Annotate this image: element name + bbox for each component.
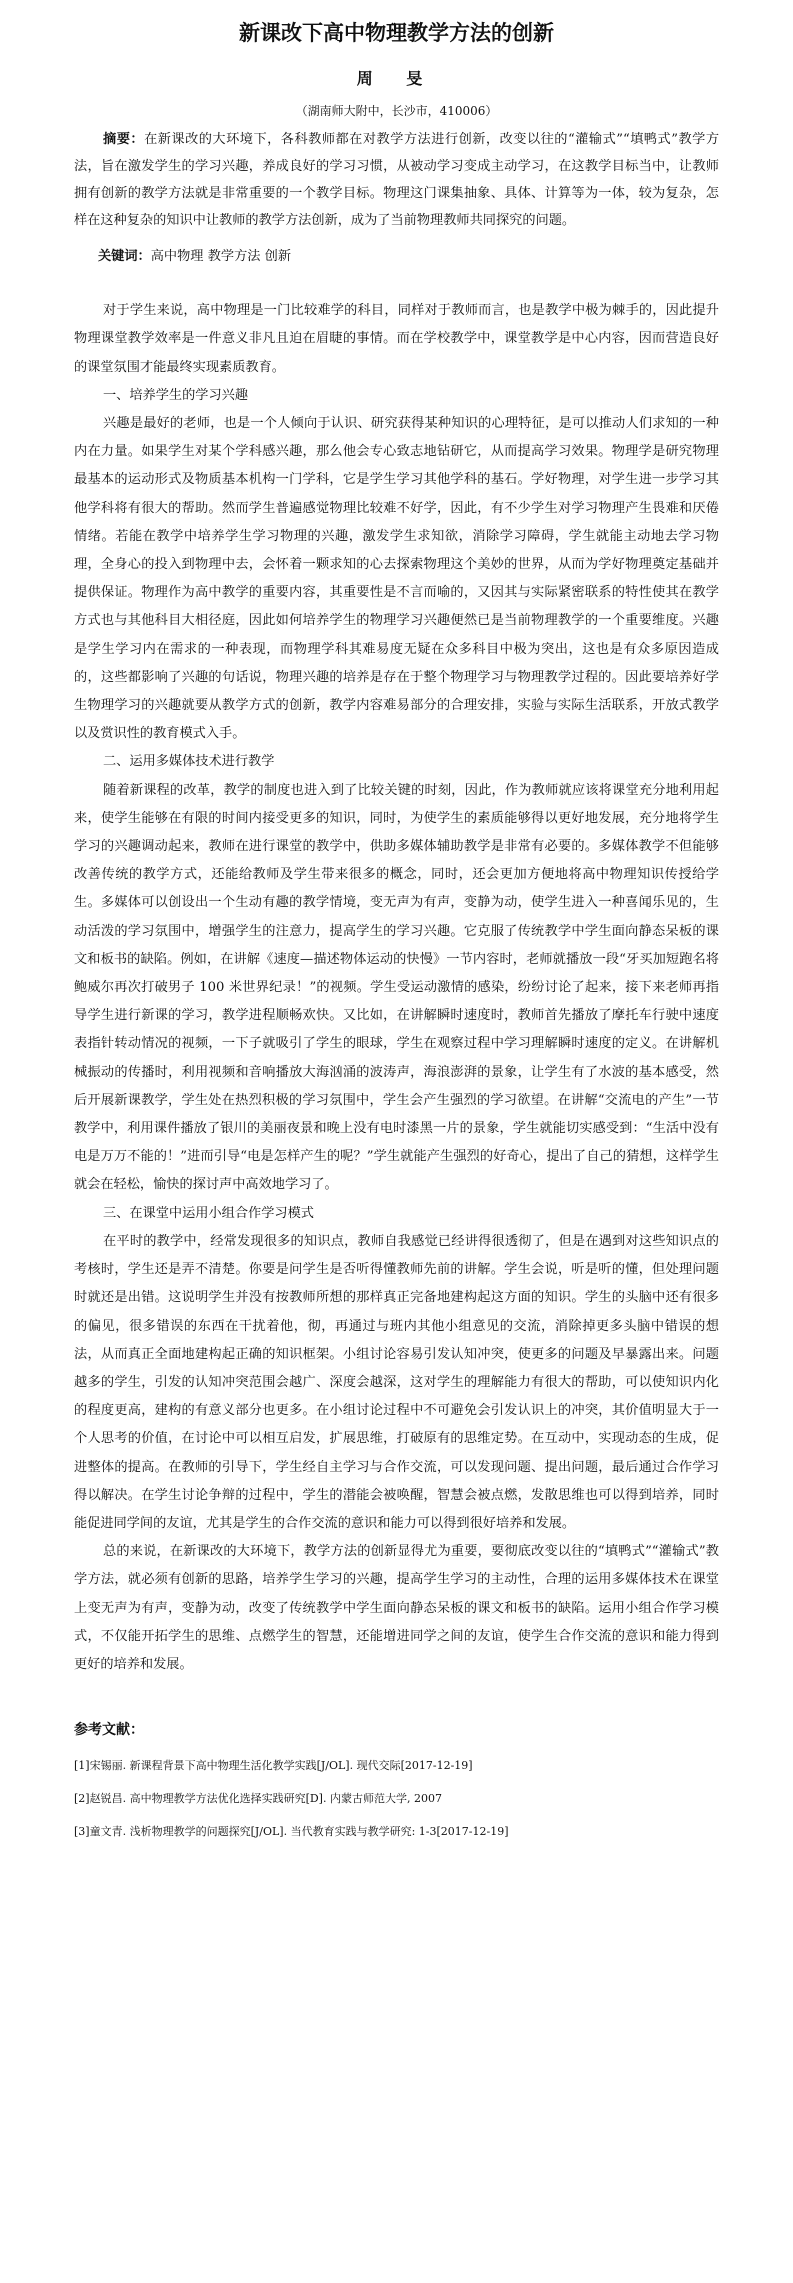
author-affiliation: （湖南师大附中，长沙市，410006） bbox=[295, 104, 498, 118]
section-heading-1: 一、培养学生的学习兴趣 bbox=[103, 387, 249, 403]
keywords bbox=[74, 247, 719, 267]
reference-item: [1]宋锡丽. 新课程背景下高中物理生活化教学实践[J/OL]. 现代交际[2017-12-19] bbox=[74, 1759, 473, 1773]
intro-paragraph: 对于学生来说，高中物理是一门比较难学的科目，同样对于教师而言，也是教学中极为棘手的，因此提升物理课堂教学效率是一件意义非凡且迫在眉睫的事情。而在学校教学中，课堂教学是中心内容，因而营造良好的课堂氛围才能最终实现素质教育。 bbox=[74, 303, 719, 375]
section-3-paragraph: 在平时的教学中，经常发现很多的知识点，教师自我感觉已经讲得很透彻了，但是在遇到对这些知识点的考核时，学生还是弄不清楚。你要是问学生是否听得懂教师先前的讲解。学生会说，听是听的懂，但处理问题时就还是出错。这说明学生并没有按教师所想的那样真正完备地建构起这方面的知识。学生的头脑中还有很多的偏见，很多错误的东西在干扰着他，彻，再通过与班内其他小组意见的交流，消除掉更多头脑中错误的想法，从而真正全面地建构起正确的知识框架。小组讨论容易引发认知冲突，使更多的问题及早暴露出来。问题越多的学生，引发的认知冲突范围会越广、深度会越深，这对学生的理解能力有很大的帮助，可以使知识内化的程度更高，建构的有意义部分也更多。在小组讨论过程中不可避免会引发认识上的冲突，其价值明显大于一个人思考的价值，在讨论中可以相互启发，扩展思维，打破原有的思维定势。在互动中，实现动态的生成，促进整体的提高。在教师的引导下，学生经自主学习与合作交流，可以发现问题、提出问题，最后通过合作学习得以解决。在学生讨论争辩的过程中，学生的潜能会被唤醒，智慧会被点燃，发散思维也可以得到培养，同时能促进同学间的友谊，尤其是学生的合作交流的意识和能力可以得到很好培养和发展。 bbox=[74, 1233, 719, 1531]
abstract-label: 摘要： bbox=[103, 132, 145, 147]
abstract-text: 在新课改的大环境下，各科教师都在对教学方法进行创新，改变以往的“灌输式”“填鸭式”教学方法，旨在激发学生的学习兴趣，养成良好的学习习惯，从被动学习变成主动学习，在这教学目标当中，让教师拥有创新的教学方法就是非常重要的一个教学目标。物理这门课集抽象、具体、计算等为一体，较为复杂，怎样在这种复杂的知识中让教师的教学方法创新，成为了当前物理教师共同探究的问题。 bbox=[74, 132, 720, 228]
reference-item: [3]童文青. 浅析物理教学的问题探究[J/OL]. 当代教育实践与教学研究: 1-3[2017-12-19] bbox=[74, 1825, 509, 1839]
section-1-paragraph: 兴趣是最好的老师，也是一个人倾向于认识、研究获得某种知识的心理特征，是可以推动人们求知的一种内在力量。如果学生对某个学科感兴趣，那么他会专心致志地钻研它，从而提高学习效果。物理学是研究物理最基本的运动形式及物质基本机构一门学科，它是学生学习其他学科的基石。学好物理，对学生进一步学习其他学科将有很大的帮助。然而学生普遍感觉物理比较难不好学，因此，有不少学生对学习物理产生畏难和厌倦情绪。若能在教学中培养学生学习物理的兴趣，激发学生求知欲，消除学习障碍，学生就能主动地去学习物理，全身心的投入到物理中去，会怀着一颗求知的心去探索物理这个美妙的世界，从而为学好物理奠定基础并提供保证。物理作为高中教学的重要内容，其重要性是不言而喻的，又因其与实际紧密联系的特性使其在教学方式也与其他科目大相径庭，因此如何培养学生的物理学习兴趣便然已是当前物理教学的一个重要维度。兴趣是学生学习内在需求的一种表现，而物理学科其难易度无疑在众多科目中极为突出，这也是有众多原因造成的，这些都影响了兴趣的句话说，物理兴趣的培养是存在于整个物理学习与物理教学过程的。因此要培养好学生物理学习的兴趣就要从教学方式的创新，教学内容难易部分的合理安排，实验与实际生活联系，开放式教学以及赏识性的教育模式入手。 bbox=[74, 416, 719, 742]
paper-title: 新课改下高中物理教学方法的创新 bbox=[239, 20, 554, 45]
conclusion-paragraph: 总的来说，在新课改的大环境下，教学方法的创新显得尤为重要，要彻底改变以往的“填鸭式”“灌输式”教学方法，就必须有创新的思路，培养学生学习的兴趣，提高学生学习的主动性，合理的运用多媒体技术在课堂上变无声为有声，变静为动，改变了传统教学中学生面向静态呆板的课文和板书的缺陷。运用小组合作学习模式，不仅能开拓学生的思维、点燃学生的智慧，还能增进同学之间的友谊，使学生合作交流的意识和能力得到更好的培养和发展。 bbox=[74, 1544, 719, 1672]
section-heading-2: 二、运用多媒体技术进行教学 bbox=[103, 754, 275, 770]
keywords-text: 高中物理 教学方法 创新 bbox=[150, 249, 292, 265]
section-heading-3: 三、在课堂中运用小组合作学习模式 bbox=[103, 1205, 314, 1221]
references-title: 参考文献： bbox=[74, 1722, 144, 1739]
references bbox=[74, 1719, 719, 1848]
section-2-paragraph: 随着新课程的改革，教学的制度也进入到了比较关键的时刻，因此，作为教师就应该将课堂充分地利用起来，使学生能够在有限的时间内接受更多的知识，同时，为使学生的素质能够得以更好地发展，充分地将学生学习的兴趣调动起来，教师在进行课堂的教学中，供助多媒体辅助教学是非常有必要的。多媒体教学不但能够改善传统的教学方式，还能给教师及学生带来很多的概念，同时，还会更加方便地将高中物理知识传授给学生。多媒体可以创设出一个生动有趣的教学情境，变无声为有声，变静为动，使学生进入一种喜闻乐见的，生动活泼的学习氛围中，增强学生的注意力，提高学生的学习兴趣。它克服了传统教学中学生面向静态呆板的课文和板书的缺陷。例如，在讲解《速度—描述物体运动的快慢》一节内容时，老师就播放一段“牙买加短跑名将鲍威尔再次打破男子 100 米世界纪录！”的视频。学生受运动激情的感染，纷纷讨论了起来，接下来老师再指导学生进行新课的学习，教学进程顺畅欢快。又比如，在讲解瞬时速度时，教师首先播放了摩托车行驶中速度表指针转动情况的视频，一下子就吸引了学生的眼球，学生在观察过程中学习理解瞬时速度的定义。在讲解机械振动的传播时，利用视频和音响播放大海汹涌的波涛声，海浪澎湃的景象，让学生有了水波的基本感受，然后开展新课教学，学生处在热烈积极的学习氛围中，学生会产生强烈的学习欲望。在讲解“交流电的产生”一节教学中，利用课件播放了银川的美丽夜景和晚上没有电时漆黑一片的景象，学生就能切实感受到：“生活中没有电是万万不能的！”进而引导“电是怎样产生的呢？”学生就能产生强烈的好奇心，提出了自己的猜想，这样学生就会在轻松，愉快的探讨声中高效地学习了。 bbox=[74, 782, 719, 1193]
author-name: 周 旻 bbox=[356, 69, 437, 88]
paper-body bbox=[74, 297, 719, 1679]
keywords-label: 关键词： bbox=[98, 249, 151, 265]
reference-item: [2]赵锐昌. 高中物理教学方法优化选择实践研究[D]. 内蒙古师范大学, 2007 bbox=[74, 1792, 442, 1806]
abstract bbox=[74, 126, 719, 234]
